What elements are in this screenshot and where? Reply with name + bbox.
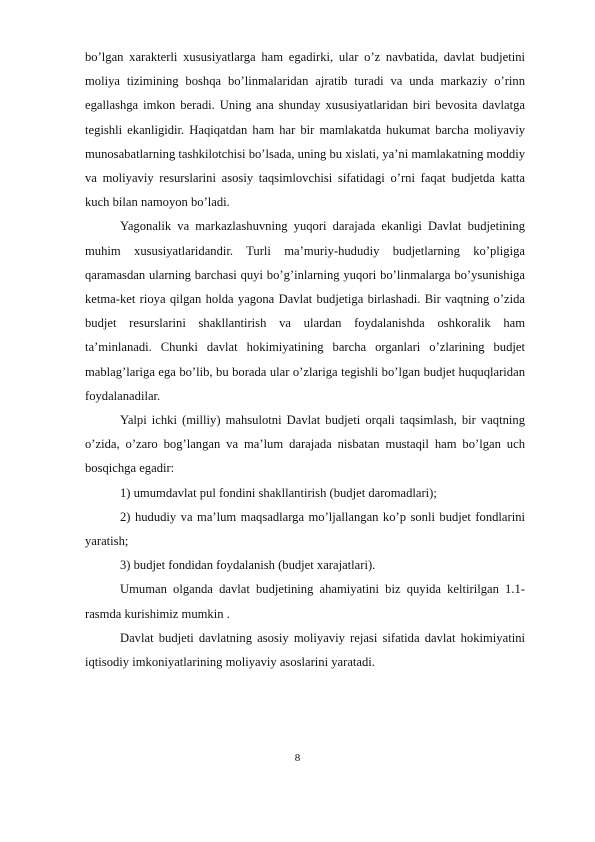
- document-body: [85, 45, 525, 674]
- page-number: 8: [294, 752, 301, 764]
- paragraph-unity-centralization: Yagonalik va markazlashuvning yuqori darajada ekanligi Davlat budjetining muhim xususiyatlaridandir. Turli ma’muriy-hududiy budjetlarning ko’pligiga qaramasdan ularning barchasi quyi bo’g’inlarning yuqori bo’linmalarga bo’ysunishiga ketma-ket rioya qilgan holda yagona Davlat budjetiga birlashadi. Bir vaqtning o’zida budjet resurslarini shakllantirish va ulardan foydalanishda oshkoralik ham ta’minlanadi. Chunki davlat hokimiyatining barcha organlari o’zlarining budjet mablag’lariga ega bo’lib, bu borada ular o’zlariga tegishli bo’lgan budjet huquqlaridan foydalanadilar.: [85, 219, 525, 403]
- list-item-stage-3: 3) budjet fondidan foydalanish (budjet xarajatlari).: [120, 558, 376, 573]
- paragraph-conclusion: Davlat budjeti davlatning asosiy moliyaviy rejasi sifatida davlat hokimiyatini iqtisodiy imkoniyatlarining moliyaviy asoslarini yaratadi.: [85, 630, 525, 670]
- paragraph-budget-features: bo’lgan xarakterli xususiyatlarga ham egadirki, ular o’z navbatida, davlat budjetini moliya tizimining boshqa bo’linmalaridan ajratib turadi va unda markaziy o’rinn egallashga imkon beradi. Uning ana shunday xususiyatlaridan biri bevosita davlatga tegishli ekanligidir. Haqiqatdan ham har bir mamlakatda hukumat barcha moliyaviy munosabatlarning tashkilotchisi bo’lsada, uning bu xislati, ya’ni mamlakatning moddiy va moliyaviy resurslarini asosiy taqsimlovchisi sifatidagi o’rni faqat budjetda katta kuch bilan namoyon bo’ladi.: [85, 50, 526, 210]
- list-item-stage-1: 1) umumdavlat pul fondini shakllantirish (budjet daromadlari);: [120, 485, 437, 500]
- paragraph-figure-reference: Umuman olganda davlat budjetining ahamiyatini biz quyida keltirilgan 1.1- rasmda kurishimiz mumkin .: [85, 582, 525, 621]
- paragraph-gdp-distribution: Yalpi ichki (milliy) mahsulotni Davlat budjeti orqali taqsimlash, bir vaqtning o’zida, o’zaro bog’langan va ma’lum darajada nisbatan mustaqil ham bo’lgan uch bosqichga egadir:: [85, 413, 525, 476]
- list-item-stage-2: 2) hududiy va ma’lum maqsadlarga mo’ljallangan ko’p sonli budjet fondlarini yaratish;: [85, 509, 525, 549]
